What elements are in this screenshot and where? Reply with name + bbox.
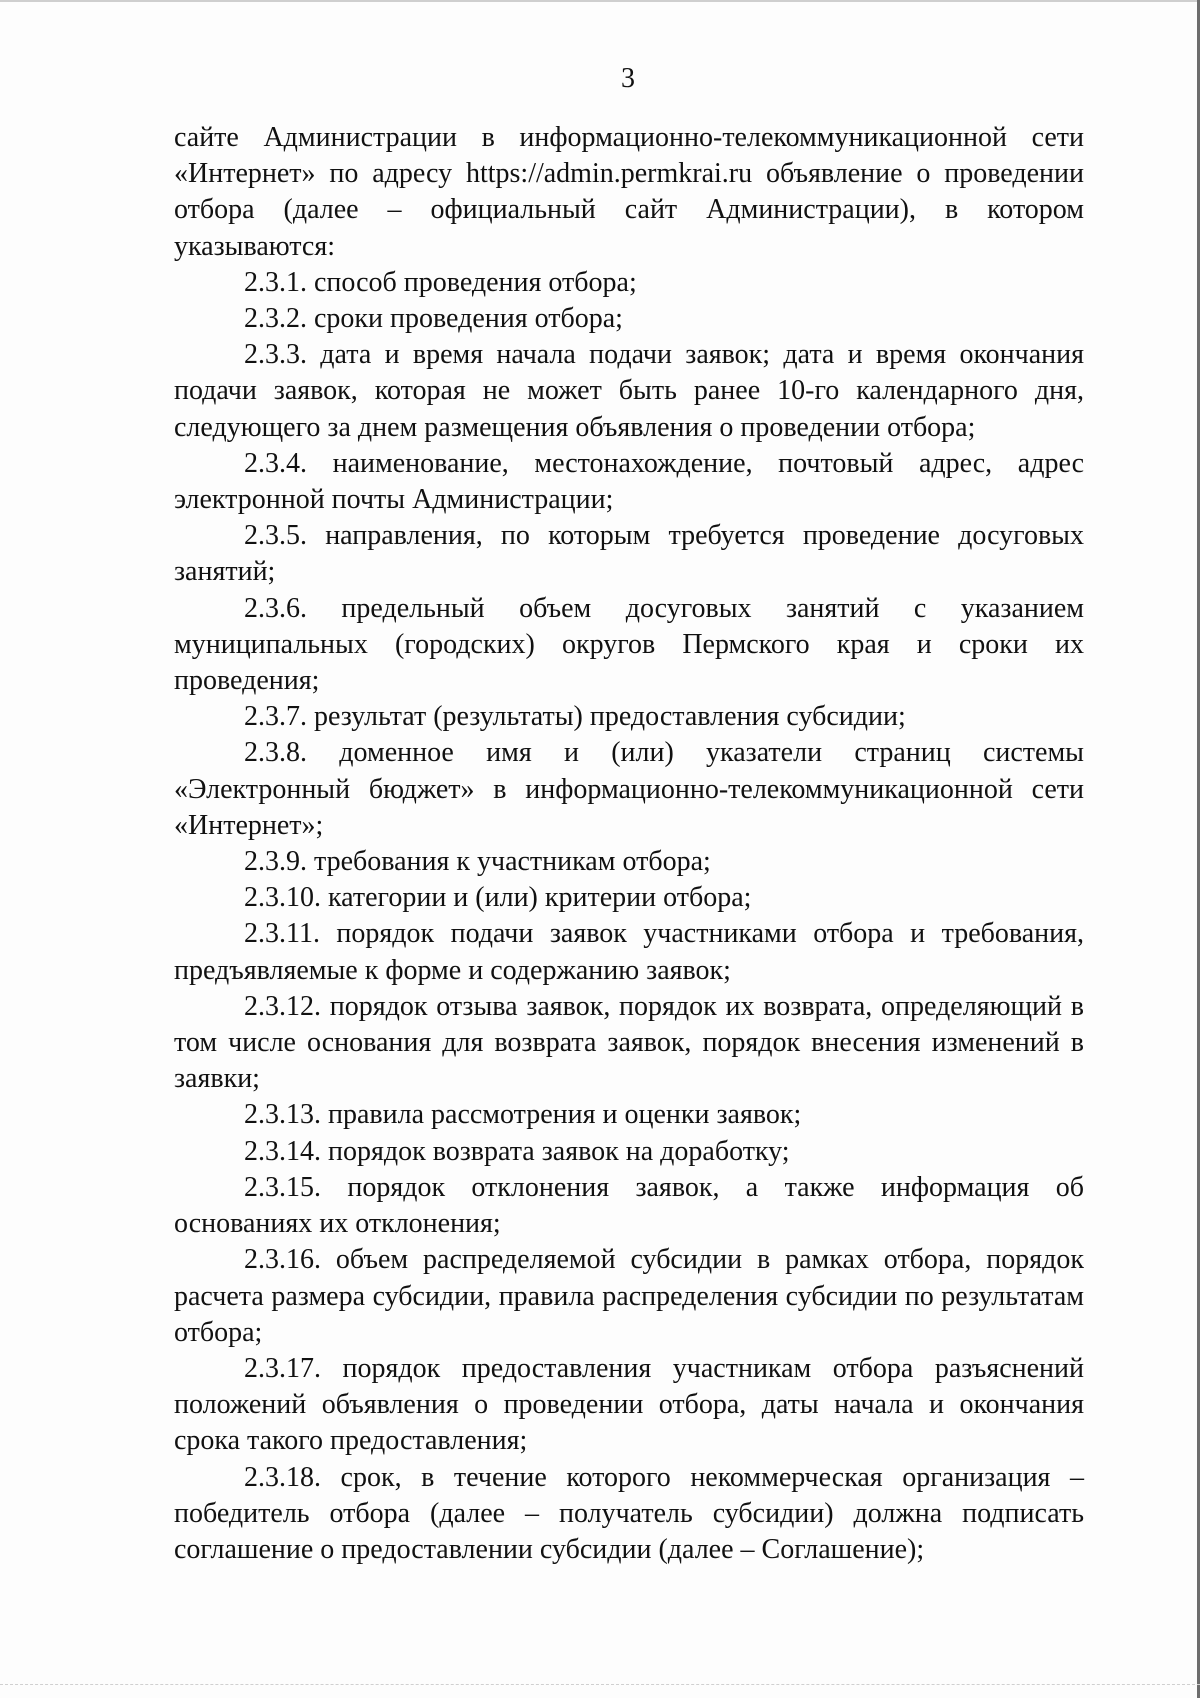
- scan-artifact-line: [0, 1684, 1200, 1685]
- paragraph-2-3-3: 2.3.3. дата и время начала подачи заявок; дата и время окончания подачи заявок, которая не может быть ранее 10-го календарного дня, следующего за днем размещения объявления о проведении отбора;: [174, 339, 1084, 443]
- paragraph-2-3-9: 2.3.9. требования к участникам отбора;: [244, 846, 711, 878]
- paragraph-intro: сайте Администрации в информационно-телекоммуникационной сети «Интернет» по адресу https://admin.permkrai.ru объявление о проведении отбора (далее – официальный сайт Администрации), в котором указываются:: [174, 122, 1084, 262]
- paragraph-2-3-7: 2.3.7. результат (результаты) предоставления субсидии;: [244, 701, 906, 733]
- paragraph-2-3-13: 2.3.13. правила рассмотрения и оценки заявок;: [244, 1099, 802, 1131]
- paragraph-2-3-6: 2.3.6. предельный объем досуговых занятий с указанием муниципальных (городских) округов Пермского края и сроки их проведения;: [174, 592, 1084, 697]
- paragraph-2-3-1: 2.3.1. способ проведения отбора;: [244, 266, 637, 298]
- paragraph-2-3-4: 2.3.4. наименование, местонахождение, почтовый адрес, адрес электронной почты Администрации;: [174, 447, 1084, 516]
- document-body: [174, 120, 1084, 1568]
- paragraph-2-3-5: 2.3.5. направления, по которым требуется проведение досуговых занятий;: [174, 520, 1084, 588]
- paragraph-2-3-11: 2.3.11. порядок подачи заявок участниками отбора и требования, предъявляемые к форме и содержанию заявок;: [174, 918, 1084, 986]
- paragraph-2-3-12: 2.3.12. порядок отзыва заявок, порядок их возврата, определяющий в том числе основания для возврата заявок, порядок внесения изменений в заявки;: [174, 990, 1084, 1095]
- paragraph-2-3-14: 2.3.14. порядок возврата заявок на доработку;: [244, 1135, 790, 1167]
- page-number: 3: [621, 63, 635, 94]
- paragraph-2-3-10: 2.3.10. категории и (или) критерии отбора;: [244, 882, 752, 914]
- paragraph-2-3-2: 2.3.2. сроки проведения отбора;: [244, 303, 623, 335]
- paragraph-2-3-8: 2.3.8. доменное имя и (или) указатели страниц системы «Электронный бюджет» в информационно-телекоммуникационной сети «Интернет»;: [174, 737, 1084, 841]
- paragraph-2-3-17: 2.3.17. порядок предоставления участникам отбора разъяснений положений объявления о проведении отбора, даты начала и окончания срока такого предоставления;: [174, 1352, 1084, 1457]
- paragraph-2-3-15: 2.3.15. порядок отклонения заявок, а также информация об основаниях их отклонения;: [174, 1171, 1084, 1240]
- paragraph-2-3-18: 2.3.18. срок, в течение которого некоммерческая организация – победитель отбора (далее – получатель субсидии) должна подписать соглашение о предоставлении субсидии (далее – Соглашение);: [174, 1461, 1084, 1565]
- scan-edge-top: [0, 0, 1200, 2]
- paragraph-2-3-16: 2.3.16. объем распределяемой субсидии в рамках отбора, порядок расчета размера субсидии, правила распределения субсидии по результатам отбора;: [174, 1244, 1084, 1348]
